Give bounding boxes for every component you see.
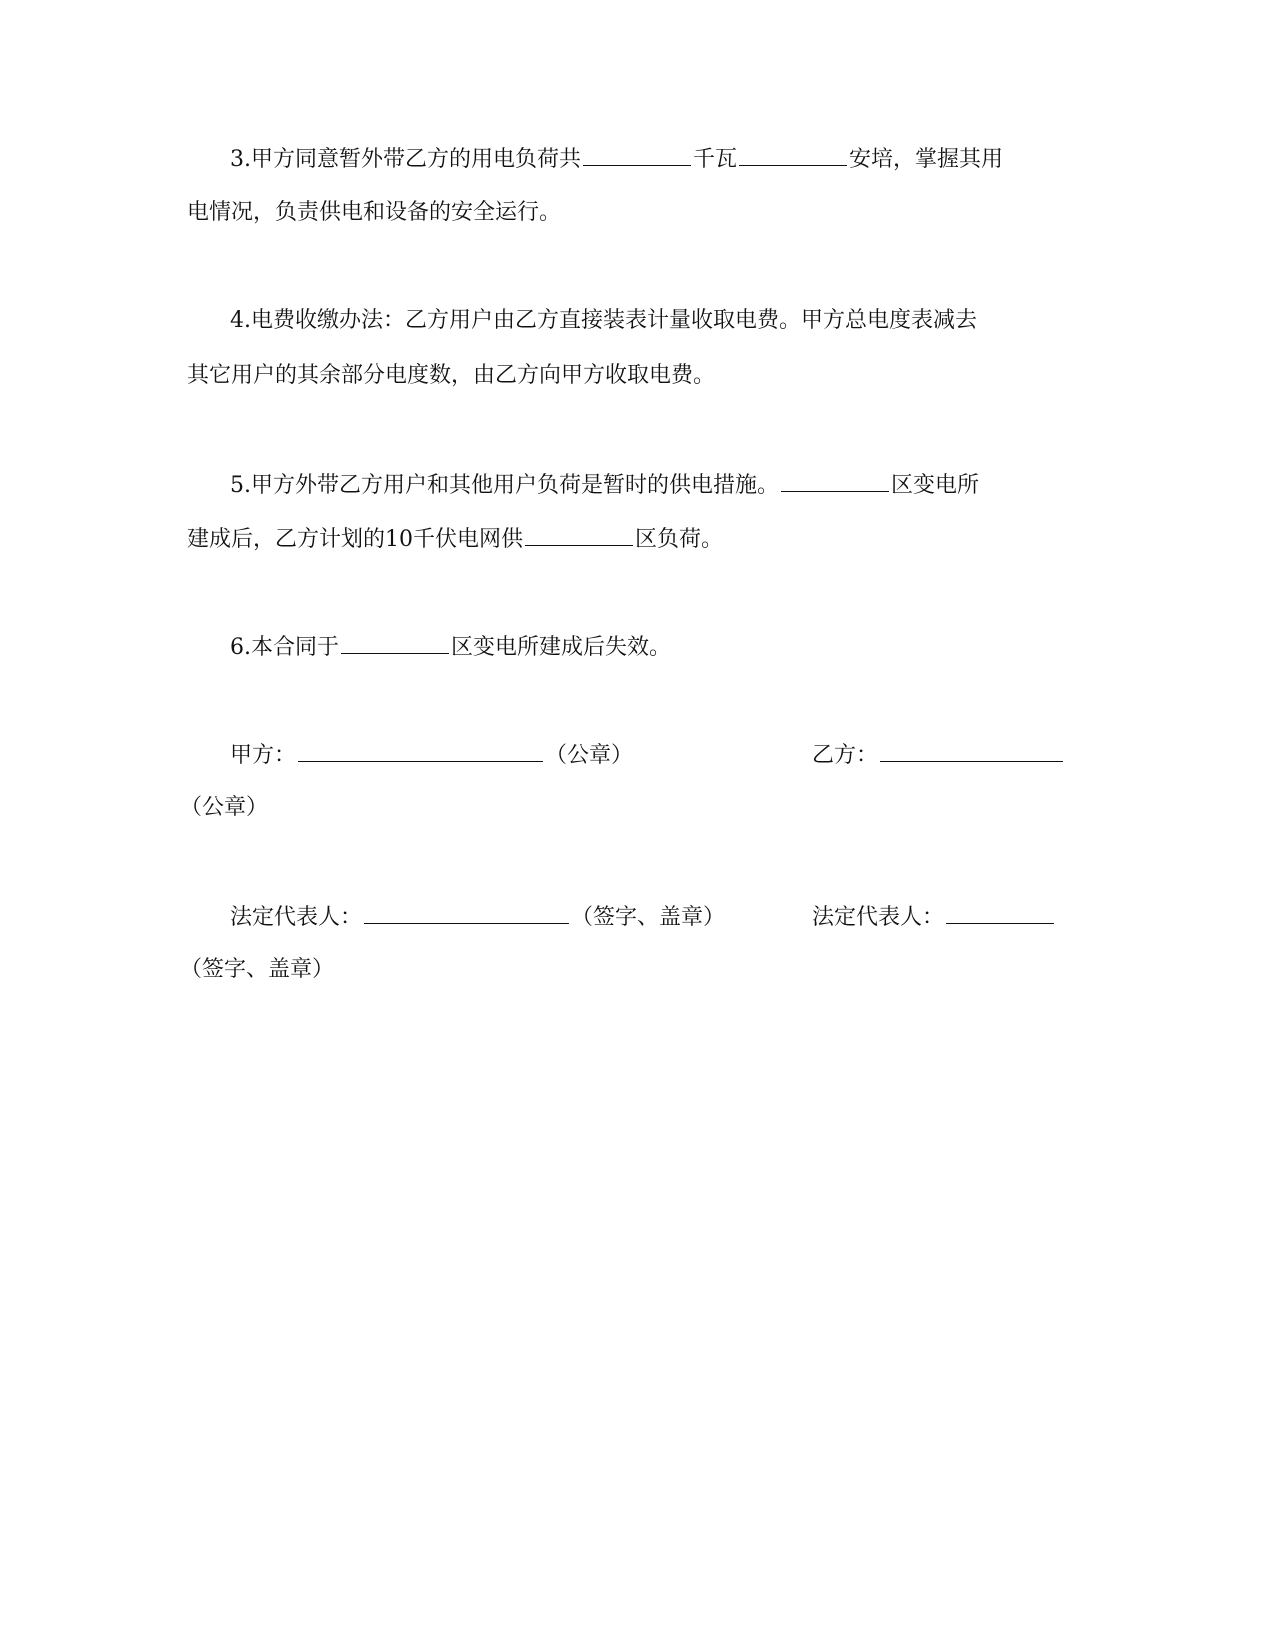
- clause-5-text-c: 建成后，乙方计划的10千伏电网供: [187, 527, 523, 552]
- clause-3-line-2: [187, 198, 561, 228]
- substation-blank-1: [781, 469, 889, 492]
- clause-3-text-a: 3.甲方同意暂外带乙方的用电负荷共: [230, 147, 581, 172]
- clause-6-text-b: 区变电所建成后失效。: [451, 635, 672, 660]
- party-a-line: [230, 739, 633, 771]
- party-b-seal-line: [180, 793, 268, 823]
- party-a-seal: （公章）: [545, 743, 634, 768]
- clause-5-line-1: [230, 469, 979, 501]
- party-b-blank: [880, 739, 1063, 762]
- supply-area-blank: [525, 523, 633, 546]
- clause-4-text-a: 4.电费收缴办法：乙方用户由乙方直接装表计量收取电费。甲方总电度表减去: [230, 308, 977, 333]
- rep-b-sign-line: [180, 955, 334, 985]
- rep-b-blank: [946, 901, 1054, 924]
- clause-6-line: [230, 631, 671, 663]
- rep-a-blank: [364, 901, 569, 924]
- party-a-blank: [298, 739, 543, 762]
- clause-5-text-b: 区变电所: [891, 473, 980, 498]
- party-a-label: 甲方：: [230, 743, 297, 768]
- party-b-seal: （公章）: [180, 795, 269, 820]
- load-amp-blank: [739, 143, 847, 166]
- rep-a-sign: （签字、盖章）: [571, 905, 726, 930]
- rep-b-sign: （签字、盖章）: [180, 957, 335, 982]
- clause-5-text-a: 5.甲方外带乙方用户和其他用户负荷是暂时的供电措施。: [230, 473, 779, 498]
- clause-4-line-1: [230, 306, 977, 336]
- clause-5-text-d: 区负荷。: [635, 527, 724, 552]
- load-kw-blank: [583, 143, 691, 166]
- substation-blank-2: [341, 631, 449, 654]
- clause-4-text-b: 其它用户的其余部分电度数，由乙方向甲方收取电费。: [187, 363, 716, 388]
- clause-6-text-a: 6.本合同于: [230, 635, 339, 660]
- rep-a-label: 法定代表人：: [230, 905, 363, 930]
- party-b-label: 乙方：: [812, 743, 879, 768]
- rep-a-line: [230, 901, 725, 933]
- rep-b-line: [812, 901, 1056, 933]
- clause-3-text-b: 千瓦: [693, 147, 738, 172]
- party-b-line: [812, 739, 1065, 771]
- clause-3-text-c: 安培，掌握其用: [849, 147, 1004, 172]
- clause-3-line-1: [230, 143, 1003, 175]
- clause-3-text-d: 电情况，负责供电和设备的安全运行。: [187, 200, 562, 225]
- rep-b-label: 法定代表人：: [812, 905, 945, 930]
- clause-4-line-2: [187, 361, 715, 391]
- clause-5-line-2: [187, 523, 723, 555]
